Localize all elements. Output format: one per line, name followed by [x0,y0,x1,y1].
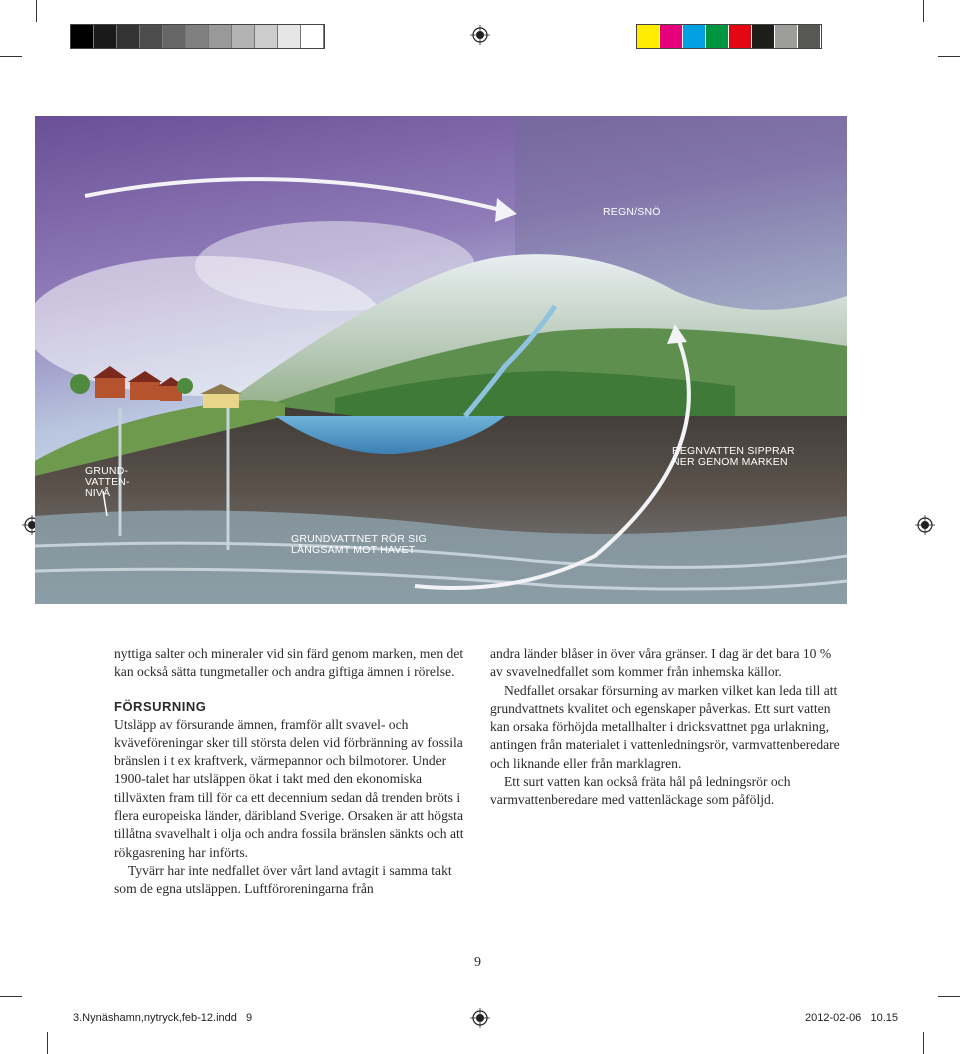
body-paragraph: andra länder blåser in över våra gränser. I dag är det bara 10 % av svavelnedfallet som kommer från inhemska källor. [490,646,832,680]
gray-swatch [301,25,324,48]
crop-mark [0,996,22,997]
intro-paragraph: nyttiga salter och mineraler vid sin färd genom marken, men det kan också sätta tungmetaller och andra giftiga ämnen i rörelse. [114,646,464,680]
color-swatch [706,25,729,48]
label-grundvatten-niva: GRUND- VATTEN- NIVÅ [85,465,130,499]
grayscale-bar [70,24,325,49]
body-paragraph: Ett surt vatten kan också fräta hål på ledningsrör och varmvattenberedare med vattenläckage som påföljd. [490,774,791,808]
crop-mark [923,0,924,22]
crop-mark [938,996,960,997]
body-paragraph: Nedfallet orsakar försurning av marken vilket kan leda till att grundvattnets kvalitet och egenskaper påverkas. Ett surt vatten kan orsaka förhöjda metallhalter i dricksvattnet pga urlakning, antingen från materialet i vattenledningsrör, varmvattenberedare och liknande eller från marklagren. [490,682,840,771]
water-cycle-drawing [35,116,847,604]
color-swatch [752,25,775,48]
water-cycle-illustration [35,116,847,604]
color-swatch [637,25,660,48]
gray-swatch [163,25,186,48]
crop-mark [47,1032,48,1054]
gray-swatch [278,25,301,48]
slug-date-info: 2012-02-06 10.15 [805,1012,898,1024]
gray-swatch [209,25,232,48]
registration-mark-icon [915,515,935,535]
gray-swatch [94,25,117,48]
section-heading: FÖRSURNING [114,698,207,714]
crop-mark [938,56,960,57]
color-swatch [729,25,752,48]
crop-mark [923,1032,924,1054]
crop-mark [0,56,22,57]
gray-swatch [117,25,140,48]
crop-mark [36,0,37,22]
gray-swatch [71,25,94,48]
gray-swatch [140,25,163,48]
slug-file-info: 3.Nynäshamn,nytryck,feb-12.indd 9 [73,1012,253,1024]
color-swatch [775,25,798,48]
body-paragraph: Utsläpp av försurande ämnen, framför allt svavel- och kväveföreningar sker till största delen vid förbränning av fossila bränslen i t ex kraftverk, värmepannor och bilmotorer. Under 1900-talet har utsläppen ökat i takt med den ekonomiska tillväxten fram till för ca ett decennium sedan då trenden bröts i flera europeiska länder, däribland Sverige. Orsaken är att högsta tillåtna svavelhalt i olja och andra fossila bränslen sänkts och att rökgasrening har införts. [114,716,464,860]
page-number: 9 [474,955,481,970]
color-control-bar [636,24,822,49]
label-regnvatten-sipprar: REGNVATTEN SIPPRAR NER GENOM MARKEN [672,445,795,468]
registration-mark-icon [470,25,490,45]
gray-swatch [232,25,255,48]
body-paragraph: Tyvärr har inte nedfallet över vårt land avtagit i samma takt som de egna utsläppen. Luftföroreningarna från [114,862,452,897]
color-swatch [798,25,821,48]
color-swatch [660,25,683,48]
registration-mark-icon [470,1008,490,1028]
left-text-column [114,645,469,899]
color-swatch [683,25,706,48]
label-grundvattnet-ror: GRUNDVATTNET RÖR SIG LÅNGSAMT MOT HAVET [291,533,427,556]
right-text-column [490,645,846,810]
gray-swatch [255,25,278,48]
label-regn-sno: REGN/SNÖ [603,206,661,218]
gray-swatch [186,25,209,48]
